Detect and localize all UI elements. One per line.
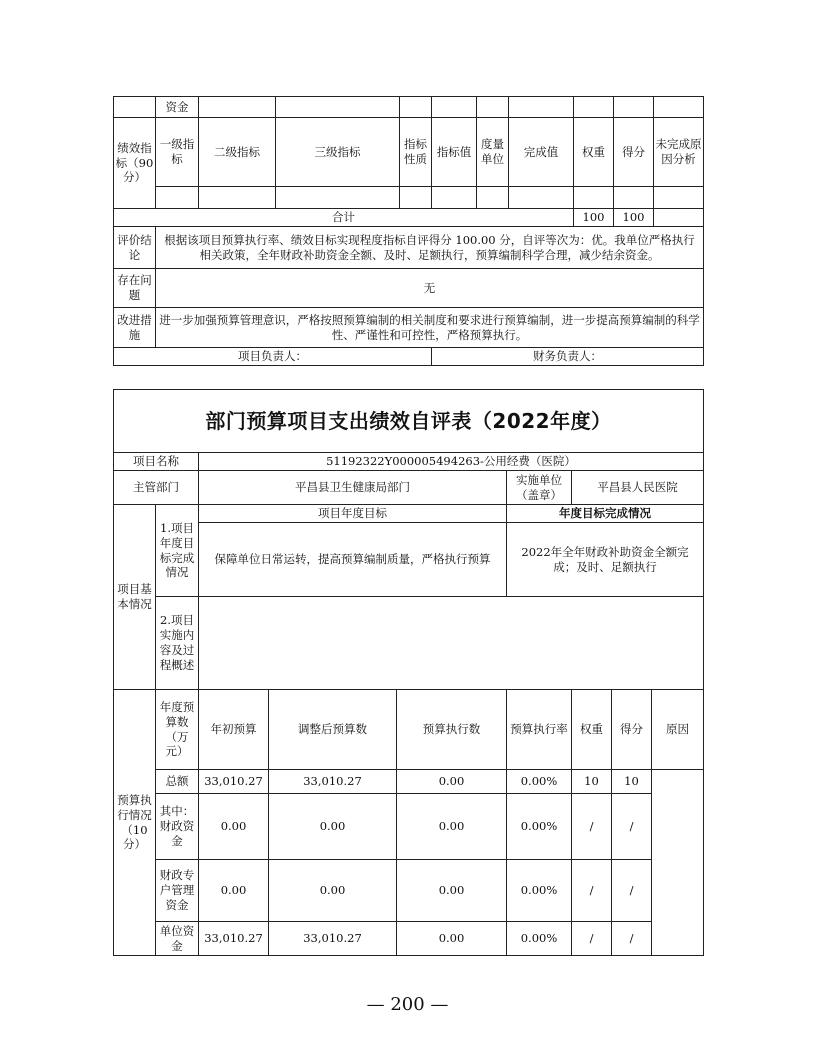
total-weight: 100 <box>574 209 614 227</box>
table-row <box>114 860 704 922</box>
project-lead-label: 项目负责人： <box>114 348 432 366</box>
self-evaluation-table <box>113 389 704 956</box>
budget-executed: 0.00 <box>397 860 507 922</box>
budget-weight: / <box>572 794 612 860</box>
budget-adjusted: 33,010.27 <box>269 922 397 956</box>
indicator-section-label: 绩效指标（90分） <box>114 118 156 209</box>
budget-initial: 0.00 <box>199 794 269 860</box>
goal-done-text: 2022年全年财政补助资金全额完成；及时、足额执行 <box>507 523 704 597</box>
budget-weight: / <box>572 922 612 956</box>
evaluation-label: 评价结论 <box>114 227 156 269</box>
total-label: 合计 <box>114 209 574 227</box>
budget-executed: 0.00 <box>397 922 507 956</box>
problems-text: 无 <box>156 269 704 308</box>
impl-unit-label: 实施单位（盖章） <box>507 471 572 505</box>
header-reason: 未完成原因分析 <box>654 118 704 187</box>
budget-adjusted: 33,010.27 <box>269 770 397 794</box>
header-level1: 一级指标 <box>156 118 199 187</box>
budget-score-header: 得分 <box>612 690 652 770</box>
budget-rate: 0.00% <box>507 794 572 860</box>
budget-score: 10 <box>612 770 652 794</box>
budget-rate: 0.00% <box>507 770 572 794</box>
page-number: — 200 — <box>366 994 449 1015</box>
funds-label: 资金 <box>156 97 199 118</box>
header-level3: 三级指标 <box>276 118 400 187</box>
budget-initial: 33,010.27 <box>199 922 269 956</box>
measures-text: 进一步加强预算管理意识，严格按照预算编制的相关制度和要求进行预算编制，进一步提高预算编制的科学性、严谨性和可控性，严格预算执行。 <box>156 308 704 348</box>
form-title: 部门预算项目支出绩效自评表（2022年度） <box>114 390 704 453</box>
budget-rate-header: 预算执行率 <box>507 690 572 770</box>
impl-content-label: 2.项目实施内容及过程概述 <box>156 597 199 690</box>
budget-score: / <box>612 922 652 956</box>
budget-rate: 0.00% <box>507 922 572 956</box>
header-value: 指标值 <box>432 118 477 187</box>
header-score: 得分 <box>614 118 654 187</box>
impl-unit-value: 平昌县人民医院 <box>572 471 704 505</box>
evaluation-text: 根据该项目预算执行率、绩效目标实现程度指标自评得分 100.00 分，自评等次为：优。我单位严格执行相关政策，全年财政补助资金全额、及时、足额执行，预算编制科学合理，减少结余资金。 <box>156 227 704 269</box>
budget-section-label: 预算执行情况（10分） <box>114 690 156 956</box>
budget-executed: 0.00 <box>397 770 507 794</box>
budget-weight-header: 权重 <box>572 690 612 770</box>
project-name-value: 51192322Y000005494263-公用经费（医院） <box>199 453 704 471</box>
basic-info-label: 项目基本情况 <box>114 505 156 690</box>
dept-label: 主管部门 <box>114 471 199 505</box>
budget-weight: 10 <box>572 770 612 794</box>
budget-executed-header: 预算执行数 <box>397 690 507 770</box>
table-row <box>114 922 704 956</box>
budget-adjusted: 0.00 <box>269 794 397 860</box>
budget-weight: / <box>572 860 612 922</box>
budget-reason-value <box>652 770 704 956</box>
measures-label: 改进措施 <box>114 308 156 348</box>
dept-value: 平昌县卫生健康局部门 <box>199 471 507 505</box>
problems-label: 存在问题 <box>114 269 156 308</box>
budget-initial: 33,010.27 <box>199 770 269 794</box>
header-unit: 度量单位 <box>477 118 509 187</box>
header-nature: 指标性质 <box>400 118 432 187</box>
budget-initial-header: 年初预算 <box>199 690 269 770</box>
budget-executed: 0.00 <box>397 794 507 860</box>
budget-reason-header: 原因 <box>652 690 704 770</box>
goal-header: 项目年度目标 <box>199 505 507 523</box>
budget-annual-header: 年度预算数（万元） <box>156 690 199 770</box>
budget-row-label: 财政专户管理资金 <box>156 860 199 922</box>
header-weight: 权重 <box>574 118 614 187</box>
finance-lead-label: 财务负责人： <box>432 348 704 366</box>
blank-cell <box>114 97 156 118</box>
goal-done-header: 年度目标完成情况 <box>507 505 704 523</box>
table-row <box>114 770 704 794</box>
budget-rate: 0.00% <box>507 860 572 922</box>
budget-adjusted: 0.00 <box>269 860 397 922</box>
budget-row-label: 总额 <box>156 770 199 794</box>
performance-indicator-table <box>113 96 704 366</box>
impl-content-value <box>199 597 704 690</box>
budget-score: / <box>612 860 652 922</box>
header-completion: 完成值 <box>509 118 574 187</box>
budget-score: / <box>612 794 652 860</box>
table-row <box>114 794 704 860</box>
budget-initial: 0.00 <box>199 860 269 922</box>
budget-row-label: 其中：财政资金 <box>156 794 199 860</box>
goal-completion-label: 1.项目年度目标完成情况 <box>156 505 199 597</box>
goal-text: 保障单位日常运转，提高预算编制质量，严格执行预算 <box>199 523 507 597</box>
budget-adjusted-header: 调整后预算数 <box>269 690 397 770</box>
project-name-label: 项目名称 <box>114 453 199 471</box>
budget-row-label: 单位资金 <box>156 922 199 956</box>
total-score: 100 <box>614 209 654 227</box>
header-level2: 二级指标 <box>199 118 276 187</box>
